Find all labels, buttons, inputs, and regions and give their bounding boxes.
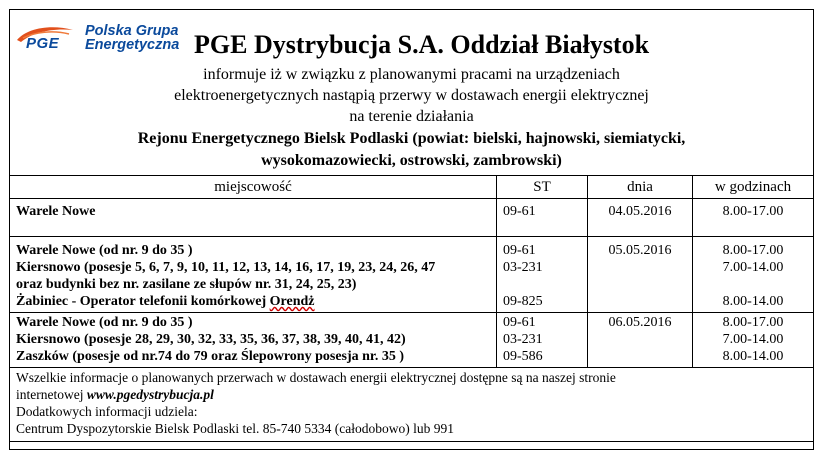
- intro-line-1: informuje iż w związku z planowanymi pracami na urządzeniach: [203, 66, 620, 83]
- intro-line-2: elektroenergetycznych nastąpią przerwy w dostawach energii elektrycznej: [174, 87, 649, 104]
- brand-name: [85, 24, 179, 52]
- header-location: miejscowość: [10, 176, 497, 199]
- st-line: 09-586: [503, 349, 543, 364]
- st-line: 09-825: [503, 294, 543, 309]
- pge-logo-text: PGE: [26, 35, 60, 52]
- location-line: Kiersnowo (posesje 28, 29, 30, 32, 33, 35, 36, 37, 38, 39, 40, 41, 42): [16, 332, 406, 347]
- table-row: [10, 313, 814, 368]
- footer-row: [10, 368, 814, 442]
- hours-line: 8.00-14.00: [722, 349, 784, 364]
- st-line: 09-61: [503, 315, 536, 330]
- intro-line-4: Rejonu Energetycznego Bielsk Podlaski (powiat: bielski, hajnowski, siemiatycki,: [137, 130, 686, 147]
- header-date: dnia: [588, 176, 693, 199]
- cell-location: [10, 237, 497, 313]
- footer-line-4: Centrum Dyspozytorskie Bielsk Podlaski tel. 85-740 5334 (całodobowo) lub 991: [16, 421, 454, 436]
- cell-location: [10, 313, 497, 368]
- page-title: PGE Dystrybucja S.A. Oddział Białystok: [194, 30, 650, 59]
- location-line: Warele Nowe (od nr. 9 do 35 ): [16, 243, 193, 258]
- location-text: Żabiniec - Operator telefonii komórkowej: [16, 294, 270, 309]
- cell-date: 04.05.2016: [588, 199, 693, 237]
- location-line: Zaszków (posesje od nr.74 do 79 oraz Ślepowrony posesja nr. 35 ): [16, 349, 405, 364]
- misspelled-word: Orendż: [269, 294, 315, 309]
- location-line: oraz budynki bez nr. zasilane ze słupów nr. 31, 24, 25, 23): [16, 277, 357, 292]
- cell-st: 09-61: [497, 199, 588, 237]
- cell-location: Warele Nowe: [10, 199, 497, 237]
- st-line: 03-231: [503, 260, 543, 275]
- header-hours: w godzinach: [693, 176, 814, 199]
- location-line: Kiersnowo (posesje 5, 6, 7, 9, 10, 11, 12, 13, 14, 16, 17, 19, 23, 24, 26, 47: [16, 260, 436, 275]
- table-row: [10, 199, 814, 237]
- header-st: ST: [497, 176, 588, 199]
- website-link[interactable]: www.pgedystrybucja.pl: [86, 387, 214, 402]
- footer-line-1: Wszelkie informacje o planowanych przerwach w dostawach energii elektrycznej dostępne są na naszej stronie: [16, 370, 616, 385]
- pge-logo: [13, 23, 191, 56]
- cell-hours: [693, 313, 814, 368]
- hours-line: 8.00-17.00: [722, 315, 784, 330]
- footer-info: [10, 368, 814, 442]
- cell-hours: [693, 237, 814, 313]
- table-header-row: [10, 176, 814, 199]
- footer-line-3: Dodatkowych informacji udziela:: [16, 404, 198, 419]
- st-line: 03-231: [503, 332, 543, 347]
- cell-date: 06.05.2016: [588, 313, 693, 368]
- footer-line-2: [16, 386, 813, 403]
- cell-date: 05.05.2016: [588, 237, 693, 313]
- brand-line2: Energetyczna: [85, 37, 180, 53]
- location-line: [16, 293, 496, 310]
- table-row: [10, 237, 814, 313]
- cell-hours: 8.00-17.00: [693, 199, 814, 237]
- location-line: Warele Nowe (od nr. 9 do 35 ): [16, 315, 193, 330]
- cell-st: [497, 313, 588, 368]
- footer-text: internetowej: [16, 387, 87, 402]
- hours-line: 8.00-14.00: [722, 294, 784, 309]
- st-line: 09-61: [503, 243, 536, 258]
- intro-line-3: na terenie działania: [349, 108, 474, 125]
- outage-table: [9, 175, 814, 442]
- hours-line: [693, 276, 813, 293]
- cell-st: [497, 237, 588, 313]
- hours-line: 7.00-14.00: [722, 332, 784, 347]
- hours-line: 8.00-17.00: [722, 243, 784, 258]
- intro-line-5: wysokomazowiecki, ostrowski, zambrowski): [261, 152, 562, 169]
- hours-line: 7.00-14.00: [722, 260, 784, 275]
- st-line: [503, 276, 587, 293]
- brand-line1: Polska Grupa: [85, 23, 179, 39]
